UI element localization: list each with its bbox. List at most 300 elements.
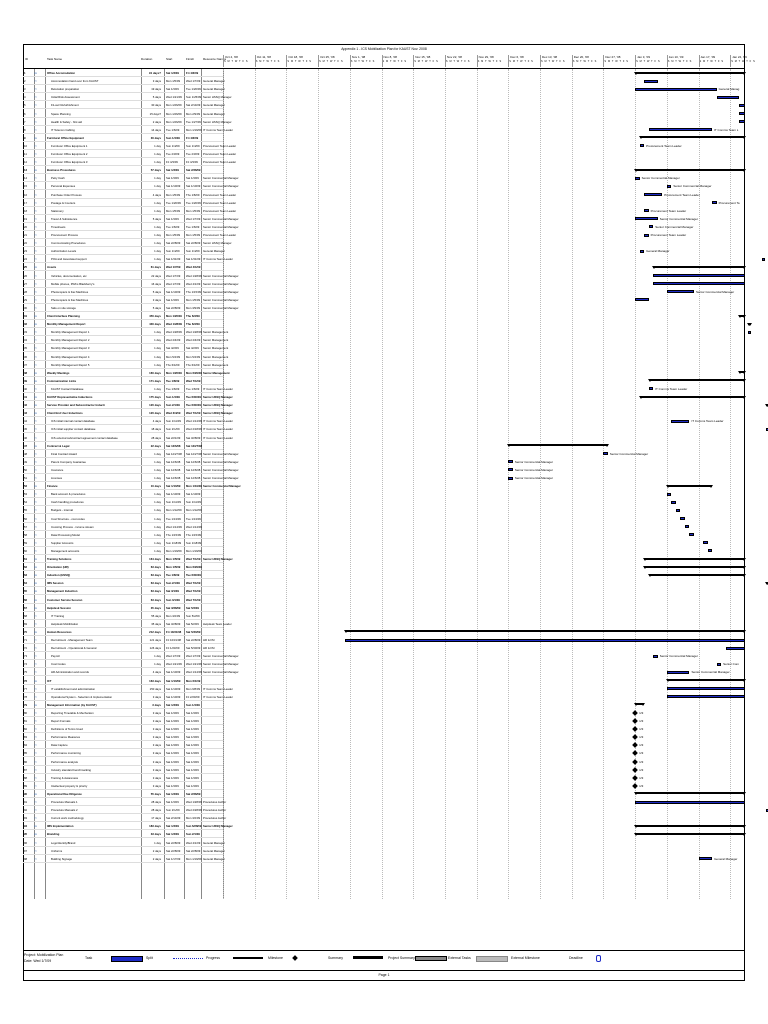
- task-row: [23, 830, 223, 838]
- legend-split: Split: [146, 956, 153, 960]
- week-label: Jan 24, '09: [732, 55, 747, 59]
- legend-summary-swatch: [353, 956, 383, 959]
- task-duration: 28 days: [151, 808, 161, 813]
- task-name: Assets: [47, 265, 57, 270]
- task-finish: Sat 4/2/09: [186, 346, 199, 351]
- task-name: Stationery: [51, 208, 64, 213]
- task-id: 18: [24, 208, 28, 213]
- task-duration: 10 days: [150, 484, 161, 489]
- week-column: [413, 55, 445, 67]
- task-name: IMS Implementation: [47, 824, 74, 829]
- task-start: Sat 1/3/09: [166, 71, 179, 75]
- task-finish: Wed 1/28/09: [186, 330, 202, 335]
- task-finish: Sat 1/10/09: [186, 184, 201, 189]
- task-resource: Senior Commercial Manager: [203, 670, 239, 675]
- task-finish: Wed 1/14/09: [186, 419, 202, 424]
- task-id: 8: [24, 127, 26, 132]
- task-indicator: ▭: [34, 103, 37, 108]
- task-duration: 3 days: [152, 719, 161, 723]
- task-indicator: ▭: [34, 516, 37, 521]
- task-name: Uniforms: [51, 848, 63, 853]
- task-indicator: ▭: [34, 297, 37, 302]
- task-bar: [671, 420, 689, 423]
- task-finish: Fri 4/3/09: [186, 135, 199, 140]
- task-finish: Sun 1/4/09: [186, 249, 200, 254]
- task-start: Sat 2/21/09: [166, 435, 181, 440]
- task-name: Branding: [47, 832, 60, 837]
- milestone-diamond: [632, 718, 638, 724]
- task-finish: Sat 1/3/09: [186, 751, 199, 756]
- task-indicator: ▭: [34, 694, 37, 699]
- task-row: [23, 644, 223, 652]
- task-finish: Sun 6/28/09: [186, 824, 202, 829]
- task-id: 9: [24, 135, 26, 140]
- task-row: [23, 490, 223, 498]
- task-row: [23, 466, 239, 474]
- task-duration: 3 days: [152, 727, 161, 732]
- task-start: Sun 2/1/09: [166, 808, 180, 813]
- task-name: IT Telecom Cabling: [51, 127, 75, 132]
- day-letters: S M T W T F S: [509, 60, 534, 63]
- task-name: Health & Safety - first aid: [51, 119, 82, 124]
- task-start: Mon 1/5/09: [166, 208, 180, 213]
- task-id: 85: [24, 751, 28, 756]
- task-indicator: ▭: [34, 476, 37, 480]
- task-duration: 1 day: [154, 233, 161, 237]
- task-indicator: ▭: [34, 791, 37, 796]
- task-finish: Mon 6/1/09: [186, 678, 201, 683]
- task-start: Sat 1/10/09: [166, 694, 181, 699]
- task-indicator: ▭: [34, 783, 37, 788]
- task-finish: Wed 7/1/09: [186, 411, 201, 416]
- task-resource: Senior Commercial Manager: [203, 289, 239, 294]
- milestone-date-label: 1/3: [639, 719, 644, 723]
- task-start: Fri 10/31/08: [166, 629, 182, 634]
- task-resource: Senior Commercial Manager: [203, 305, 239, 310]
- task-id: 68: [24, 613, 28, 618]
- task-id: 26: [24, 273, 28, 278]
- task-start: Mon 1/12/09: [166, 508, 182, 513]
- task-finish: Mon 6/29/09: [186, 370, 202, 375]
- task-id: 34: [24, 338, 28, 343]
- task-indicator: ▭: [34, 241, 37, 246]
- task-id: 55: [24, 508, 28, 513]
- task-row: [23, 741, 223, 749]
- task-start: Tue 1/6/09: [166, 378, 180, 383]
- task-row: [23, 587, 223, 595]
- week-label: Oct 11, '08: [256, 55, 271, 59]
- task-duration: 1 day: [154, 467, 161, 472]
- task-finish: Wed 2/18/09: [186, 427, 202, 432]
- week-column: [635, 55, 667, 67]
- summary-bar: [508, 444, 608, 446]
- task-finish: Tue 6/30/09: [186, 573, 201, 578]
- task-finish: Sat 1/3/09: [186, 783, 199, 788]
- task-row: [23, 547, 223, 555]
- task-row: [23, 709, 223, 717]
- task-finish: Wed 1/7/09: [186, 216, 201, 221]
- task-indicator: ▭: [34, 79, 37, 84]
- task-duration: 120 days: [149, 411, 161, 416]
- task-start: Thu 1/15/09: [166, 532, 181, 537]
- task-name: IT Training: [51, 613, 65, 618]
- task-start: Sat 1/3/09: [166, 216, 179, 221]
- task-indicator: ▭: [34, 654, 37, 659]
- week-column: [730, 55, 762, 67]
- task-finish: Tue 1/6/09: [186, 224, 200, 229]
- task-id: 96: [24, 840, 28, 845]
- task-bar: [748, 331, 751, 334]
- task-bar: [640, 250, 645, 253]
- week-label: Nov 1, '08: [351, 55, 366, 59]
- task-row: [23, 77, 223, 85]
- task-duration: 1 day: [154, 532, 161, 537]
- task-start: Wed 2/4/09: [166, 338, 181, 343]
- task-id: 77: [24, 686, 28, 691]
- task-row: [23, 450, 239, 458]
- milestone-date-label: 1/3: [639, 751, 644, 756]
- week-column: [667, 55, 699, 67]
- task-finish: Fri 4/3/09: [186, 160, 198, 165]
- task-resource: Senior Management: [203, 354, 229, 359]
- week-gridline: [413, 69, 414, 899]
- task-indicator: ▭: [34, 395, 37, 399]
- bar-resource-label: Senior Commercial Manager: [514, 467, 554, 472]
- task-resource: General Manager: [203, 103, 225, 108]
- task-row: [23, 531, 223, 539]
- task-resource: Senior Commercial Manager: [203, 273, 239, 278]
- milestone-diamond: [632, 759, 638, 765]
- task-bar: [649, 387, 654, 390]
- task-name: Cash handling procedures: [51, 500, 84, 505]
- task-duration: 121 days: [149, 638, 161, 642]
- task-resource: HR & FM: [203, 646, 215, 651]
- task-start: Tue 2/3/09: [166, 152, 180, 156]
- task-indicator: ▭: [34, 87, 37, 92]
- task-duration: 5 days: [152, 95, 161, 100]
- task-id: 82: [24, 727, 28, 732]
- task-name: Induction (HSSQ): [47, 573, 71, 578]
- task-start: Fri 4/3/09: [166, 160, 178, 165]
- task-row: [23, 482, 241, 490]
- task-indicator: ▭: [34, 419, 37, 424]
- task-name: Helpdesk Session: [47, 605, 71, 610]
- task-duration: 1 day: [154, 492, 161, 497]
- task-start: Sat 1/3/09: [166, 767, 179, 772]
- task-indicator: ▭: [34, 200, 37, 205]
- task-name: Finance: [47, 484, 58, 489]
- task-row: [23, 782, 223, 790]
- task-finish: Sat 2/28/09: [186, 168, 201, 173]
- task-bar: [635, 177, 640, 180]
- task-finish: Wed 1/28/09: [186, 800, 202, 804]
- task-indicator: ▭: [34, 427, 37, 432]
- task-indicator: ▭: [34, 176, 37, 181]
- task-duration: 3 days: [152, 767, 161, 772]
- task-start: Mon 1/5/09: [166, 192, 180, 197]
- bar-resource-label: Senior Commercial Manager: [673, 184, 712, 189]
- task-id: 93: [24, 816, 28, 821]
- task-resource: Procurement Team Leader: [203, 160, 237, 165]
- task-duration: 3 days: [152, 743, 161, 748]
- task-resource: Procedures Author: [203, 816, 227, 821]
- task-finish: Sun 1/4/09: [186, 702, 200, 707]
- task-id: 42: [24, 403, 28, 408]
- task-row: [23, 693, 233, 701]
- task-start: Sat 1/3/09: [166, 168, 179, 173]
- week-column: [572, 55, 604, 67]
- task-finish: Sat 1/3/09: [186, 759, 199, 764]
- task-id: 75: [24, 670, 28, 675]
- task-indicator: ▭: [34, 370, 37, 375]
- task-name: Management accounts: [51, 548, 80, 553]
- task-finish: Tue 1/27/09: [186, 119, 201, 124]
- task-resource: IT Comms Team Leader: [203, 435, 233, 440]
- task-row: [23, 668, 239, 676]
- task-id: 81: [24, 719, 28, 723]
- task-resource: Senior HSSQ Manager: [203, 824, 233, 829]
- task-row: [23, 579, 223, 587]
- task-start: Sat 3/28/09: [166, 605, 181, 610]
- task-finish: Sat 2/28/09: [186, 791, 201, 796]
- milestone-date-label: 1/3: [639, 759, 644, 764]
- task-indicator: ▭: [34, 224, 37, 229]
- task-name: Furniture/ Office Equipment 2: [51, 152, 88, 156]
- task-resource: Senior Commercial Manager: [203, 467, 239, 472]
- summary-bar: [635, 169, 745, 171]
- task-bar: [649, 225, 654, 228]
- task-finish: Mon 1/12/09: [186, 508, 202, 513]
- task-id: 6: [24, 111, 26, 116]
- task-start: Sat 1/3/09: [166, 800, 179, 804]
- task-duration: 4 days: [152, 419, 161, 424]
- summary-bar: [635, 792, 745, 794]
- task-duration: 2 days: [152, 856, 161, 861]
- week-label: Jan 10, '09: [668, 55, 684, 59]
- task-id: 78: [24, 694, 28, 699]
- week-label: Dec 6, '08: [510, 55, 524, 59]
- task-id: 61: [24, 557, 28, 561]
- legend-project: Project: Mobilization Plan: [24, 953, 64, 957]
- task-duration: 163 days: [149, 678, 161, 683]
- task-indicator: ▭: [34, 281, 37, 286]
- task-duration: 3 days: [152, 710, 161, 715]
- task-id: 63: [24, 573, 28, 578]
- task-finish: Sat 12/6/08: [186, 476, 201, 480]
- task-name: Furniture/ Office Equipment: [47, 135, 84, 140]
- task-id: 27: [24, 281, 28, 286]
- task-start: Mon 1/5/09: [166, 233, 180, 237]
- task-id: 20: [24, 224, 28, 229]
- task-row: [23, 563, 223, 571]
- task-row: [23, 677, 223, 685]
- task-indicator: ▭: [34, 662, 37, 667]
- summary-bar: [640, 136, 745, 138]
- task-name: Photocopiers & Fax Machines: [51, 297, 89, 302]
- task-start: Sat 2/28/09: [166, 305, 181, 310]
- task-row: [23, 515, 223, 523]
- task-id: 5: [24, 103, 26, 108]
- task-start: Thu 6/4/09: [166, 362, 180, 367]
- task-name: Vehicles, documentation, etc: [51, 273, 87, 278]
- task-finish: Mon 1/5/09: [186, 208, 200, 213]
- task-bar: [712, 201, 717, 204]
- task-bar: [644, 193, 662, 196]
- task-duration: 1 day: [154, 224, 161, 229]
- task-resource: Senior Commercial Manager: [203, 654, 239, 659]
- task-indicator: ▭: [34, 548, 37, 553]
- week-column: [350, 55, 382, 67]
- task-indicator: ▭: [34, 249, 37, 254]
- task-indicator: ▭: [34, 775, 37, 780]
- task-row: [23, 280, 239, 288]
- task-resource: Procedures Author: [203, 800, 227, 804]
- milestone-diamond: [632, 742, 638, 748]
- task-duration: 1 day: [154, 524, 161, 529]
- task-finish: Wed 2/4/09: [186, 338, 201, 343]
- task-start: Wed 3/4/09: [166, 411, 181, 416]
- task-name: Recruitment - Management Team: [51, 638, 93, 642]
- task-duration: 1 day: [154, 143, 161, 148]
- task-finish: Sat 1/3/09: [186, 727, 199, 732]
- task-resource: General Manager: [203, 856, 225, 861]
- task-bar: [667, 493, 672, 496]
- task-bar: [703, 541, 708, 544]
- legend-summary: Summary: [328, 956, 343, 960]
- task-name: Bank account & procedures: [51, 492, 86, 497]
- task-finish: Mon 1/5/09: [186, 297, 200, 302]
- task-bar: [635, 298, 649, 301]
- task-row: [23, 417, 233, 425]
- task-name: Operational Due Diligence: [47, 791, 82, 796]
- task-id: 87: [24, 767, 28, 772]
- task-indicator: ▭: [34, 273, 37, 278]
- task-start: Tue 1/13/09: [166, 516, 181, 521]
- task-row: [23, 377, 223, 385]
- task-indicator: ▭: [34, 646, 37, 651]
- week-gridline: [572, 69, 573, 899]
- task-duration: 1 day: [154, 354, 161, 359]
- task-indicator: ▭: [34, 824, 37, 829]
- task-name: Cost Codes: [51, 662, 66, 667]
- task-row: [23, 660, 239, 668]
- task-id: 19: [24, 216, 28, 221]
- task-indicator: ▭: [34, 135, 37, 140]
- task-finish: Wed 4/1/09: [186, 840, 201, 845]
- task-row: [23, 369, 230, 377]
- task-bar: [667, 290, 694, 293]
- task-start: Mon 5/4/09: [166, 354, 180, 359]
- task-row: [23, 604, 223, 612]
- task-resource: Senior Management: [203, 330, 229, 335]
- task-row: [23, 118, 232, 126]
- task-name: Monthly Management Report 3: [51, 346, 90, 351]
- task-row: [23, 822, 233, 830]
- task-row: [23, 539, 223, 547]
- task-finish: Mon 1/19/09: [186, 856, 202, 861]
- task-finish: Wed 1/7/09: [186, 79, 201, 84]
- task-indicator: ▭: [34, 581, 37, 586]
- task-finish: Sat 1/3/09: [186, 743, 199, 748]
- task-name: Weekly Meetings: [47, 370, 70, 375]
- task-name: Furniture/ Office Equipment 3: [51, 160, 88, 165]
- task-row: [23, 166, 223, 174]
- task-row: [23, 596, 223, 604]
- task-row: [23, 101, 223, 109]
- task-bar: [603, 452, 608, 455]
- task-id: 71: [24, 638, 28, 642]
- task-indicator: ▭: [34, 378, 37, 383]
- task-indicator: ▭: [34, 467, 37, 472]
- task-start: Sun 1/11/09: [166, 500, 181, 505]
- task-indicator: ▭: [34, 532, 37, 537]
- task-resource: Procurement Team Leader: [203, 152, 237, 156]
- task-finish: Sun 1/4/09: [186, 143, 200, 148]
- task-start: Sat 1/31/09: [166, 257, 181, 262]
- task-start: Sat 1/3/09: [166, 702, 179, 707]
- task-start: Wed 1/14/09: [166, 524, 182, 529]
- task-row: [23, 401, 233, 409]
- task-finish: Fri 4/3/09: [186, 71, 199, 75]
- task-row: [23, 806, 227, 814]
- header-start: Start: [166, 57, 173, 61]
- task-indicator: ▭: [34, 127, 37, 132]
- task-duration: 1 day: [154, 362, 161, 367]
- task-id: 51: [24, 476, 28, 480]
- task-bar: [717, 663, 722, 666]
- task-finish: Thu 1/8/09: [186, 192, 200, 197]
- task-resource: Senior HSSQ Manager: [203, 395, 233, 399]
- milestone-diamond: [632, 767, 638, 773]
- summary-bar: [649, 379, 745, 381]
- task-indicator: ▭: [34, 759, 37, 764]
- task-id: 4: [24, 95, 26, 100]
- task-indicator: ▭: [34, 565, 37, 570]
- task-finish: Sun 2/1/09: [186, 832, 200, 837]
- task-start: Sun 2/1/09: [166, 427, 180, 432]
- day-letters: S M T W T F S: [255, 60, 280, 63]
- summary-bar: [640, 396, 745, 398]
- legend-project-summary-swatch: [415, 956, 447, 961]
- task-start: Wed 1/7/09: [166, 654, 181, 659]
- task-row: [23, 288, 239, 296]
- day-letters: S M T W T F S: [699, 60, 724, 63]
- task-row: [23, 239, 232, 247]
- task-row: [23, 847, 223, 855]
- task-id: 97: [24, 848, 28, 853]
- timescale-header: [223, 55, 756, 67]
- task-id: 12: [24, 160, 28, 165]
- task-id: 84: [24, 743, 28, 748]
- task-indicator: ▭: [34, 573, 37, 578]
- bar-resource-label: IT Comms Team L: [714, 127, 739, 132]
- task-resource: IT Comms Team Leader: [203, 386, 233, 391]
- task-indicator: ▭: [34, 443, 37, 448]
- task-id: 52: [24, 484, 28, 489]
- task-finish: Tue 6/30/09: [186, 403, 201, 408]
- task-duration: 55 days: [151, 613, 161, 618]
- task-name: Communication Links: [47, 378, 77, 383]
- task-row: [23, 142, 237, 150]
- task-duration: 1 day: [154, 516, 161, 521]
- task-id: 14: [24, 176, 28, 181]
- task-name: Definitions of Terms Used: [51, 727, 83, 732]
- task-row: [23, 110, 223, 118]
- bar-resource-label: Procurement Team Leader: [646, 143, 682, 148]
- task-indicator: ▭: [34, 119, 37, 124]
- task-row: [23, 223, 239, 231]
- task-bar: [671, 501, 676, 504]
